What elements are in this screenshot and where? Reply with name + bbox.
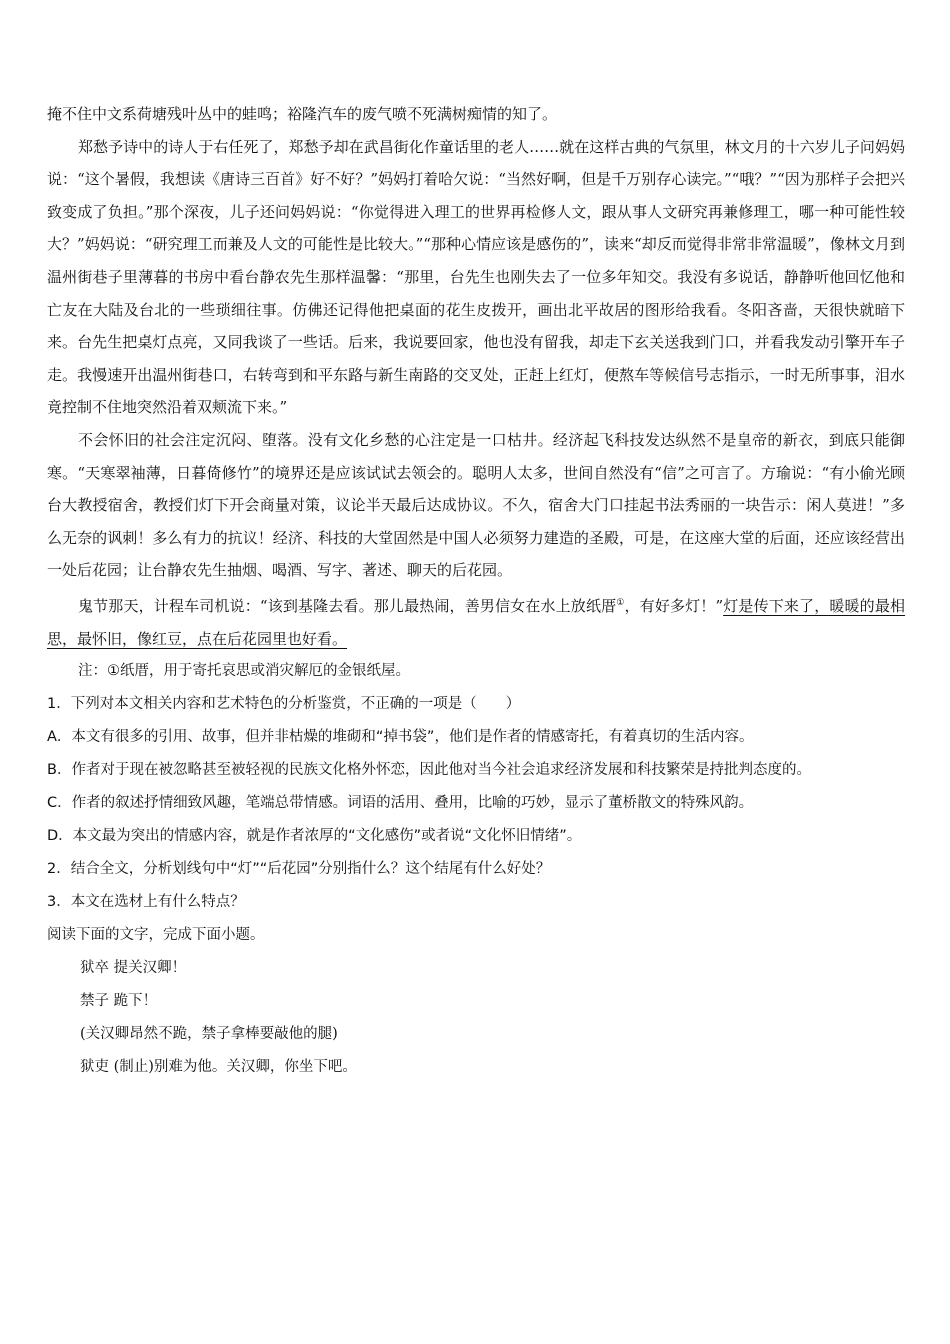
footnote-marker: ① [616,597,625,608]
option-c: C．作者的叙述抒情细致风趣，笔端总带情感。词语的活用、叠用，比喻的巧妙，显示了董桥散文的特殊风韵。 [47,795,754,812]
question-3: 3．本文在选材上有什么特点？ [47,894,245,911]
paragraph: 不会怀旧的社会注定沉闷、堕落。没有文化乡愁的心注定是一口枯井。经济起飞科技发达纵然不是皇帝的新衣，到底只能御寒。“天寒翠袖薄，日暮倚修竹”的境界还是应该试试去领会的。聪明人太多，世间自然没有“信”之可言了。方瑜说：“有小偷光顾台大教授宿舍，教授们灯下开会商量对策，议论半天最后达成协议。不久，宿舍大门口挂起书法秀丽的一块告示：闲人莫进！”多么无奈的讽刺！多么有力的抗议！经济、科技的大堂固然是中国人必须努力建造的圣殿，可是，在这座大堂的后面，还应该经营出一处后花园；让台静农先生抽烟、喝酒、写字、著述、聊天的后花园。 [47,430,905,580]
option-d: D．本文最为突出的情感内容，就是作者浓厚的“文化感伤”或者说“文化怀旧情绪”。 [47,828,582,845]
script-line: 狱吏 (制止)别难为他。关汉卿，你坐下吧。 [80,1059,357,1076]
essay-passage [47,98,905,655]
question-2: 2．结合全文，分析划线句中“灯”“后花园”分别指什么？这个结尾有什么好处？ [47,861,551,878]
script-line: (关汉卿昂然不跪，禁子拿棒要敲他的腿) [80,1026,338,1043]
paragraph-ending [47,587,905,655]
reading-prompt: 阅读下面的文字，完成下面小题。 [47,927,265,944]
underlined-sentence: 灯是传下来了，暖暖的最相思，最怀旧，像红豆，点在后花园里也好看。 [47,596,905,648]
paragraph: 掩不住中文系荷塘残叶丛中的蛙鸣；裕隆汽车的废气喷不死满树痴情的知了。 [47,105,558,123]
ending-text-b: ，有好多灯！” [624,596,724,615]
question-list [47,688,905,919]
option-b: B．作者对于现在被忽略甚至被轻视的民族文化格外怀恋，因此他对当今社会追求经济发展和科技繁荣是持批判态度的。 [47,762,811,779]
script-line: 禁子 跪下！ [80,993,158,1010]
footnote: 注：①纸厝，用于寄托哀思或消灾解厄的金银纸屋。 [78,663,410,680]
option-a: A．本文有很多的引用、故事，但并非枯燥的堆砌和“掉书袋”，他们是作者的情感寄托，有着真切的生活内容。 [47,729,754,746]
script-excerpt [47,952,905,1084]
paragraph: 郑愁予诗中的诗人于右任死了，郑愁予却在武昌街化作童话里的老人……就在这样古典的气氛里，林文月的十六岁儿子问妈妈说：“这个暑假，我想读《唐诗三百首》好不好？”妈妈打着哈欠说：“当然好啊，但是千万别存心读完。”“哦？”“因为那样子会把兴致变成了负担。”那个深夜，儿子还问妈妈说：“你觉得进入理工的世界再检修人文，跟从事人文研究再兼修理工，哪一种可能性较大？”妈妈说：“研究理工而兼及人文的可能性是比较大。”“那种心情应该是感伤的”，读来“却反而觉得非常非常温暖”，像林文月到温州街巷子里薄暮的书房中看台静农先生那样温馨：“那里，台先生也刚失去了一位多年知交。我没有多说话，静静听他回忆他和亡友在大陆及台北的一些琐细往事。仿佛还记得他把桌面的花生皮拨开，画出北平故居的图形给我看。冬阳吝啬，天很快就暗下来。台先生把桌灯点亮，又同我谈了一些话。后来，我说要回家，他也没有留我，却走下玄关送我到门口，并看我发动引擎开车子走。我慢速开出温州街巷口，右转弯到和平东路与新生南路的交叉处，正赶上红灯，便熬车等候信号志指示，一时无所事事，泪水竟控制不住地突然沿着双颊流下来。” [47,137,905,417]
ending-text-a: 鬼节那天，计程车司机说：“该到基隆去看。那儿最热闹，善男信女在水上放纸厝 [78,596,617,615]
script-line: 狱卒 提关汉卿！ [80,960,187,977]
question-1: 1．下列对本文相关内容和艺术特色的分析鉴赏，不正确的一项是（ ） [47,696,521,713]
